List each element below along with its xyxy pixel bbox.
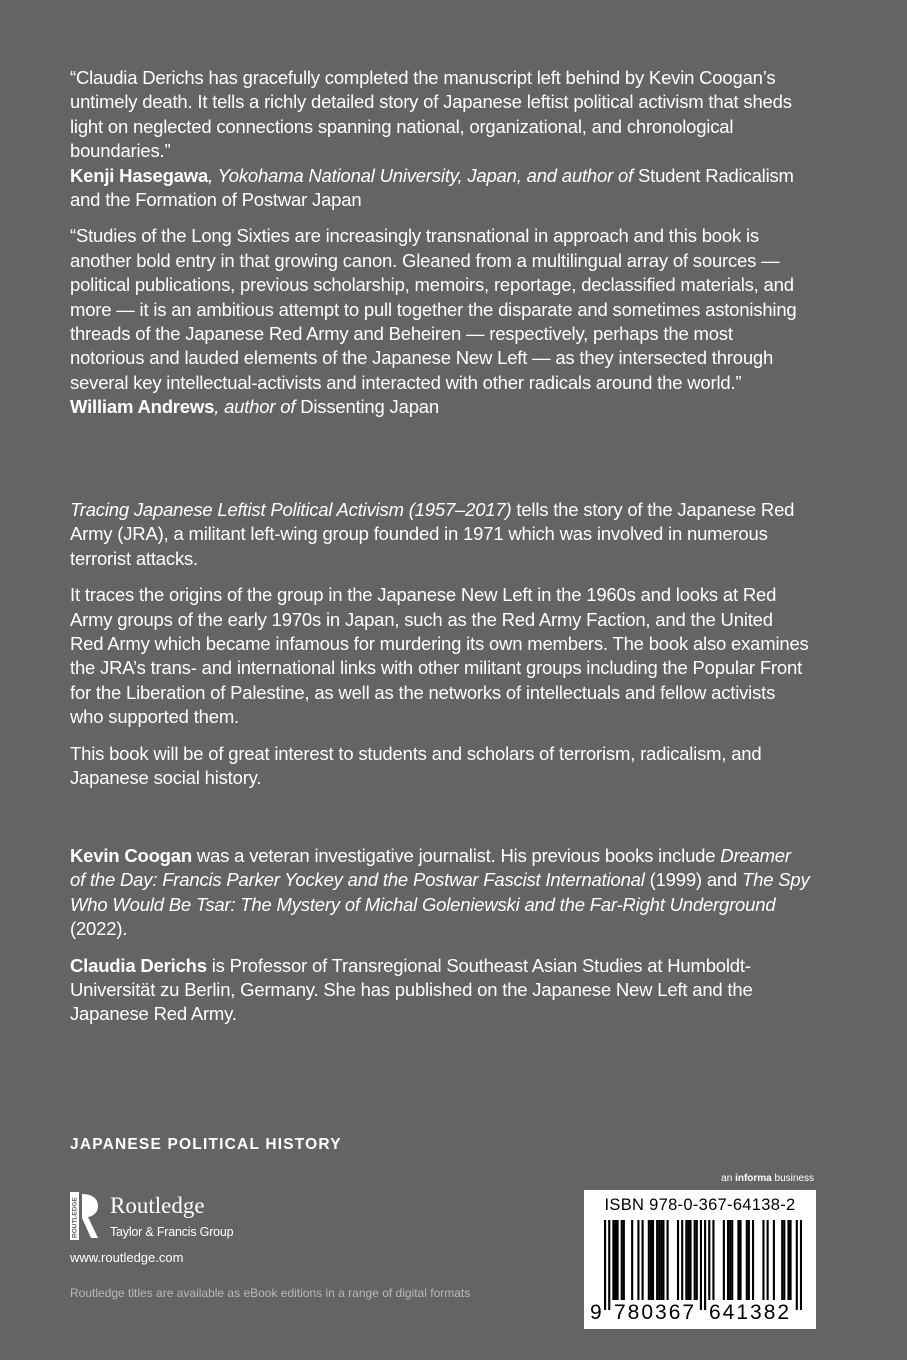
barcode-bar: [783, 1220, 785, 1300]
barcode-bar: [621, 1220, 623, 1300]
informa-brand: informa: [735, 1173, 772, 1184]
description-book-title: Tracing Japanese Leftist Political Activism (1957–2017): [70, 499, 512, 520]
barcode-bar: [723, 1220, 725, 1300]
description-paragraph-3: This book will be of great interest to students and scholars of terrorism, radicalism, and Japanese social history.: [70, 742, 762, 789]
barcode-bar: [773, 1220, 775, 1300]
informa-prefix: an: [721, 1173, 736, 1184]
praise-book-1: Student Radicalism and the Formation of Postwar Japan: [70, 164, 794, 211]
barcode-bar: [708, 1220, 710, 1300]
barcode-bar: [787, 1220, 789, 1300]
barcode-bar: [623, 1220, 625, 1300]
routledge-logo-icon: [70, 1192, 100, 1242]
barcode-bar: [800, 1220, 802, 1310]
barcode-bar: [612, 1220, 614, 1300]
barcode-bar: [752, 1220, 754, 1300]
barcode-bar: [677, 1220, 679, 1300]
barcode-bar: [729, 1220, 731, 1300]
barcode-bar: [689, 1220, 691, 1300]
barcode-bar: [796, 1220, 798, 1310]
isbn-barcode: [584, 1190, 816, 1329]
barcode-left-digits: 780367: [614, 1301, 697, 1324]
barcode-bar: [604, 1220, 606, 1310]
publisher-name: Routledge: [110, 1193, 205, 1218]
barcode-bar: [700, 1220, 702, 1310]
barcode-bar: [681, 1220, 683, 1300]
bio-coogan-name: Kevin Coogan: [70, 845, 192, 866]
barcode-bar: [696, 1220, 698, 1300]
barcode-first-digit: 9: [590, 1301, 602, 1324]
barcode-bar: [767, 1220, 769, 1300]
praise-book-2: Dissenting Japan: [300, 396, 439, 418]
barcode-bar: [687, 1220, 689, 1300]
barcode-bar: [781, 1220, 783, 1300]
book-description: [70, 498, 810, 790]
bio-coogan-text-1: was a veteran investigative journalist. His previous books include: [191, 845, 721, 866]
barcode-bar: [694, 1220, 696, 1300]
barcode-bar: [656, 1220, 658, 1300]
barcode-bar: [662, 1220, 664, 1300]
praise-quote-1: “Claudia Derichs has gracefully completed the manuscript left behind by Kevin Coogan’s untimely death. It tells a richly detailed story of Japanese leftist political activism that sheds light on neglected connections spanning national, organizational, and chronological boundaries.”: [70, 67, 792, 162]
bio-coogan-text-3: (2022).: [70, 918, 128, 940]
barcode-bar: [731, 1220, 733, 1300]
barcode-bar: [685, 1220, 687, 1300]
informa-tagline: [721, 1173, 814, 1184]
bio-coogan-book-2: The Spy Who Would Be Tsar: The Mystery of Michal Goleniewski and the Far-Right Underground: [70, 869, 810, 915]
barcode-bar: [762, 1220, 764, 1300]
description-paragraph-1: [70, 498, 810, 571]
barcode-bars: [604, 1220, 802, 1310]
bio-derichs-text: is Professor of Transregional Southeast Asian Studies at Humboldt-Universität zu Berlin, Germany. She has published on the Japanese New Left and the Japanese Red Army.: [70, 954, 753, 1025]
isbn-label: ISBN 978-0-367-64138-2: [604, 1196, 796, 1214]
praise-quote-2: “Studies of the Long Sixties are increasingly transnational in approach and this book is another bold entry in that growing canon. Gleaned from a multilingual array of sources — political publications, previous scholarship, memoirs, reportage, declassified materials, and more — it is an ambitious attempt to pull together the disparate and sometimes astonishing threads of the Japanese Red Army and Beheiren — respectively, perhaps the most notorious and lauded elements of the Japanese New Left — as they intersected through several key intellectual-activists and interacted with other radicals around the world.”: [70, 225, 797, 393]
author-bios: [70, 844, 810, 1027]
barcode-bar: [704, 1220, 706, 1310]
description-p1-text: tells the story of the Japanese Red Army (JRA), a militant left-wing group founded in 1971 which was involved in numerous terrorist attacks.: [70, 499, 795, 569]
praise-attribution-2: [70, 395, 810, 419]
barcode-bar: [789, 1220, 791, 1300]
barcode-bar: [637, 1220, 639, 1300]
barcode-bar: [614, 1220, 616, 1300]
barcode-bar: [746, 1220, 748, 1300]
logo-vertical-text: ROUTLEDGE: [71, 1197, 79, 1238]
barcode-bar: [660, 1220, 662, 1300]
bio-coogan-text-2: (1999) and: [644, 869, 743, 891]
barcode-bar: [712, 1220, 714, 1300]
barcode-bar: [658, 1220, 660, 1300]
praise-affiliation-1: , Yokohama National University, Japan, and author of: [208, 164, 638, 186]
praise-author-2: William Andrews: [70, 396, 215, 418]
barcode-bar: [667, 1220, 669, 1300]
barcode-bar: [739, 1220, 741, 1300]
barcode-bar: [608, 1220, 610, 1310]
barcode-bar: [617, 1220, 619, 1300]
barcode-bar: [737, 1220, 739, 1300]
publisher-group: Taylor & Francis Group: [110, 1225, 234, 1239]
ebook-note: Routledge titles are available as eBook editions in a range of digital formats: [70, 1286, 471, 1300]
informa-suffix: business: [771, 1173, 814, 1184]
series-title: JAPANESE POLITICAL HISTORY: [70, 1136, 342, 1153]
barcode-right-digits: 641382: [709, 1301, 792, 1324]
barcode-bar: [642, 1220, 644, 1300]
description-paragraph-2: It traces the origins of the group in the Japanese New Left in the 1960s and looks at Red Army groups of the early 1970s in Japan, such as the Red Army Faction, and the United Red Army which became infamous for murdering its own members. The book also examines the JRA’s trans- and international links with other militant groups including the Popular Front for the Liberation of Palestine, as well as the networks of intellectuals and fellow activists who supported them.: [70, 584, 809, 728]
praise-attribution-1: [70, 164, 810, 213]
bio-coogan-book-1: Dreamer of the Day: Francis Parker Yockey and the Postwar Fascist International: [70, 845, 791, 891]
barcode-bar: [648, 1220, 650, 1300]
barcode-bar: [650, 1220, 652, 1300]
barcode-bar: [748, 1220, 750, 1300]
bio-derichs: [70, 954, 810, 1027]
bio-derichs-name: Claudia Derichs: [70, 954, 207, 976]
praise-author-1: Kenji Hasegawa: [70, 164, 209, 186]
barcode-bar: [652, 1220, 654, 1300]
praise-affiliation-2: , author of: [214, 396, 301, 418]
publisher-website[interactable]: www.routledge.com: [70, 1250, 184, 1265]
publisher-logo: [70, 1192, 330, 1252]
bio-coogan: [70, 844, 810, 942]
barcode-bar: [727, 1220, 729, 1300]
praise-section: [70, 66, 810, 420]
barcode-bar: [631, 1220, 633, 1300]
